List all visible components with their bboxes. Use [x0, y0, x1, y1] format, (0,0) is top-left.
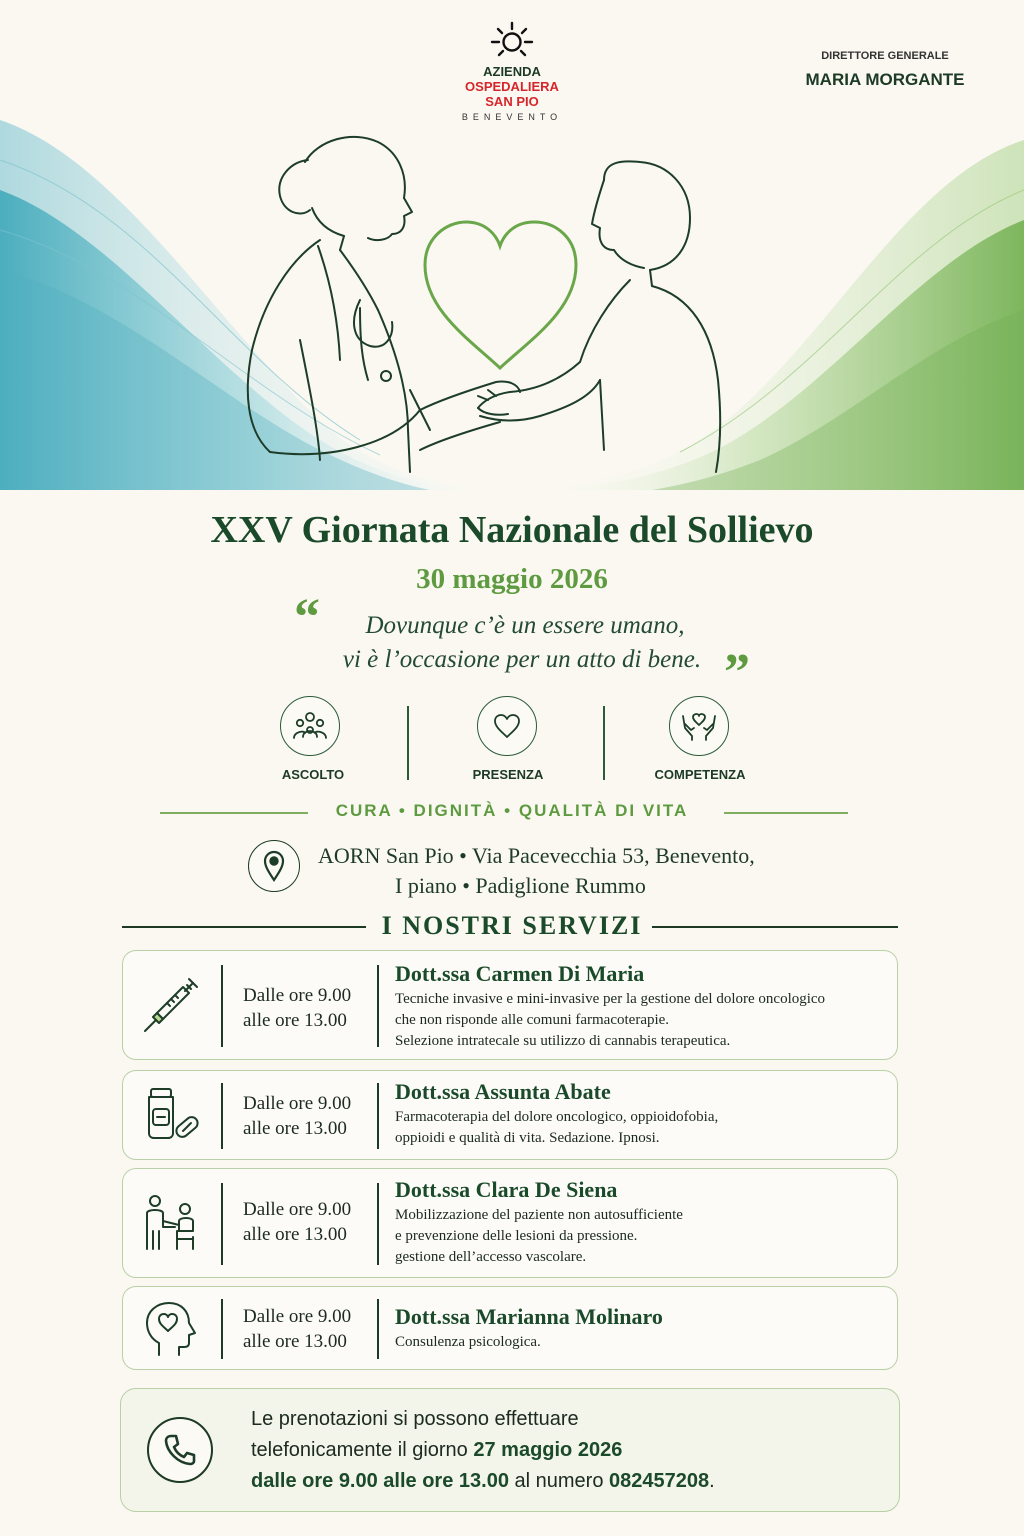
- medicine-bottle-icon: [139, 1083, 203, 1147]
- quote-open-mark: “: [294, 589, 320, 646]
- card-divider: [221, 1299, 223, 1359]
- card-divider: [221, 965, 223, 1047]
- event-date: 30 maggio 2026: [416, 563, 608, 595]
- location-pin-icon: [248, 840, 300, 892]
- address-line-2: I piano • Padiglione Rummo: [395, 873, 646, 898]
- booking-line-1: Le prenotazioni si possono effettuare: [251, 1408, 579, 1430]
- service-card: [122, 950, 898, 1060]
- hours-to: alle ore 13.00: [243, 1331, 347, 1352]
- logo-line-san-pio: SAN PIO: [485, 94, 539, 109]
- director-name: MARIA MORGANTE: [805, 70, 965, 89]
- card-divider: [221, 1183, 223, 1265]
- head-heart-icon: [139, 1297, 203, 1361]
- booking-date: 27 maggio 2026: [473, 1439, 623, 1461]
- service-card: [122, 1070, 898, 1160]
- hours-from: Dalle ore 9.00: [243, 1093, 352, 1114]
- description-line: Selezione intratecale su utilizzo di cannabis terapeutica.: [395, 1033, 731, 1049]
- heart-icon: [477, 696, 537, 756]
- logo-line-benevento: BENEVENTO: [461, 112, 563, 122]
- service-card: [122, 1286, 898, 1370]
- service-hours: [243, 983, 351, 1033]
- value-label-presenza: PRESENZA: [472, 767, 544, 782]
- services-title: I NOSTRI SERVIZI: [381, 911, 643, 940]
- director-label: DIRETTORE GENERALE: [821, 50, 949, 62]
- hours-from: Dalle ore 9.00: [243, 985, 352, 1006]
- service-hours: [243, 1091, 351, 1141]
- value-label-ascolto: ASCOLTO: [281, 767, 345, 782]
- card-divider: [377, 1299, 379, 1359]
- value-divider: [603, 706, 605, 780]
- card-divider: [221, 1083, 223, 1149]
- event-title: XXV Giornata Nazionale del Sollievo: [210, 509, 814, 551]
- service-hours: [243, 1304, 351, 1354]
- quote-close-mark: ”: [724, 644, 750, 701]
- description-line: gestione dell’accesso vascolare.: [395, 1249, 587, 1265]
- caring-hands-icon: [669, 696, 729, 756]
- service-description: [395, 989, 825, 1052]
- booking-info: [120, 1388, 900, 1512]
- sun-logo-icon: [489, 20, 535, 60]
- description-line: oppioidi e qualità di vita. Sedazione. Ipnosi.: [395, 1130, 660, 1146]
- heart-outline-icon: [425, 222, 576, 368]
- booking-hours: dalle ore 9.00 alle ore 13.00: [251, 1470, 509, 1492]
- patient-figure: [478, 161, 720, 472]
- description-line: Tecniche invasive e mini-invasive per la gestione del dolore oncologico: [395, 991, 826, 1007]
- service-card: [122, 1168, 898, 1278]
- doctor-name: Dott.ssa Clara De Siena: [395, 1177, 618, 1202]
- doctor-name: Dott.ssa Carmen Di Maria: [395, 961, 645, 986]
- booking-line-2-text: telefonicamente il giorno: [251, 1439, 474, 1461]
- hours-to: alle ore 13.00: [243, 1010, 347, 1031]
- card-divider: [377, 965, 379, 1047]
- doctor-name: Dott.ssa Assunta Abate: [395, 1079, 611, 1104]
- service-hours: [243, 1197, 351, 1247]
- description-line: Mobilizzazione del paziente non autosufficiente: [395, 1207, 683, 1223]
- service-description: [395, 1332, 541, 1353]
- booking-text: [251, 1404, 715, 1497]
- quote-line-2: vi è l’occasione per un atto di bene.: [342, 646, 702, 673]
- director-block: [790, 50, 980, 90]
- card-divider: [377, 1183, 379, 1265]
- service-description: [395, 1107, 718, 1149]
- hours-from: Dalle ore 9.00: [243, 1306, 352, 1327]
- value-label-competenza: COMPETENZA: [654, 767, 746, 782]
- address-line-1: AORN San Pio • Via Pacevecchia 53, Benevento,: [318, 843, 755, 868]
- quote-line-1: Dovunque c’è un essere umano,: [365, 612, 685, 639]
- description-line: Consulenza psicologica.: [395, 1334, 541, 1350]
- description-line: Farmacoterapia del dolore oncologico, oppioidofobia,: [395, 1109, 719, 1125]
- booking-line-3: [251, 1466, 715, 1497]
- service-description: [395, 1205, 683, 1268]
- hours-from: Dalle ore 9.00: [243, 1199, 352, 1220]
- doctor-name: Dott.ssa Marianna Molinaro: [395, 1304, 663, 1329]
- people-icon: [280, 696, 340, 756]
- booking-line-3-end: .: [709, 1470, 715, 1492]
- description-line: e prevenzione delle lesioni da pressione.: [395, 1228, 638, 1244]
- card-divider: [377, 1083, 379, 1149]
- description-line: che non risponde alle comuni farmacoterapie.: [395, 1012, 670, 1028]
- hero-illustration: [0, 100, 1024, 490]
- hours-to: alle ore 13.00: [243, 1224, 347, 1245]
- booking-line-3-text: al numero: [508, 1470, 610, 1492]
- hospital-logo: [412, 20, 612, 122]
- logo-line-azienda: AZIENDA: [483, 64, 541, 79]
- phone-number[interactable]: 082457208: [609, 1470, 710, 1492]
- syringe-icon: [139, 973, 203, 1037]
- phone-icon: [147, 1417, 213, 1483]
- patient-care-icon: [139, 1191, 203, 1255]
- tagline: CURA • DIGNITÀ • QUALITÀ DI VITA: [335, 801, 689, 820]
- services-rule-right: [652, 926, 898, 928]
- booking-line-2: [251, 1435, 715, 1466]
- value-divider: [407, 706, 409, 780]
- hours-to: alle ore 13.00: [243, 1118, 347, 1139]
- logo-line-ospedaliera: OSPEDALIERA: [465, 79, 559, 94]
- tagline-rule-right: [724, 812, 848, 814]
